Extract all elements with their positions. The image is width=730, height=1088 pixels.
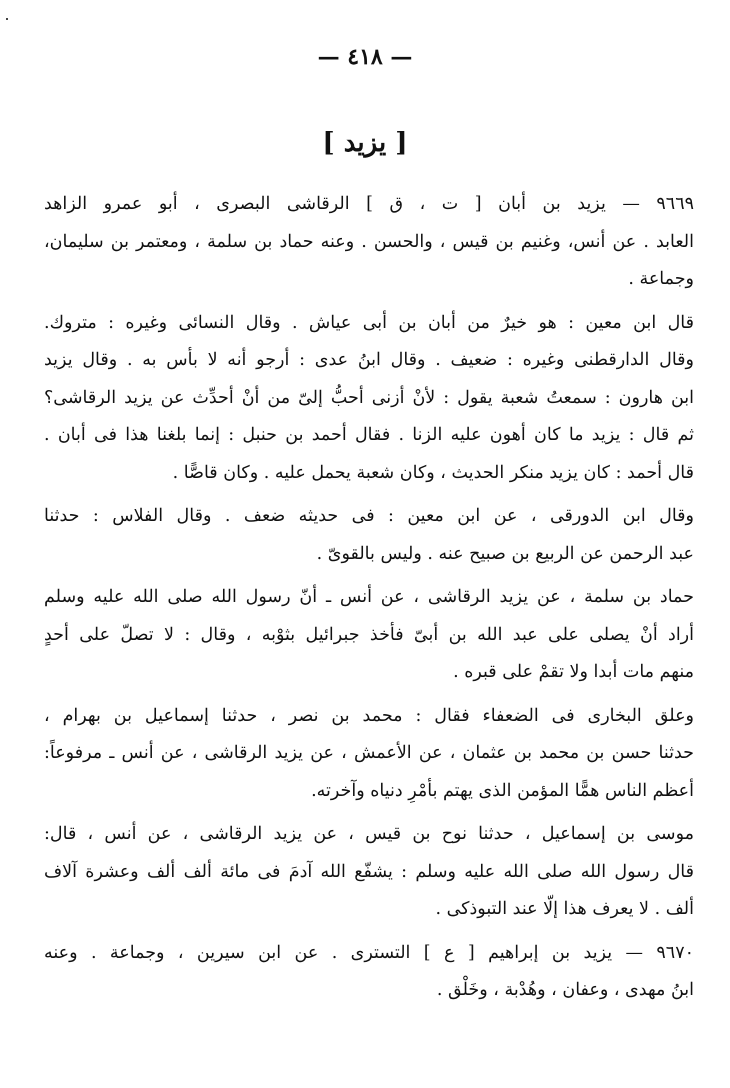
text-line: موسى بن إسماعيل ، حدثنا نوح بن قيس ، عن يزيد الرقاشى ، عن أنس ، قال: [44, 824, 694, 844]
text-line: قال أحمد : كان يزيد منكر الحديث ، وكان شعبة يحمل عليه . وكان قاصًّا . [172, 462, 694, 483]
page-number: — ٤١٨ — [317, 44, 413, 70]
text-line: ٩٦٧٠ — يزيد بن إبراهيم [ ع ] التسترى . عن ابن سيرين ، وجماعة . وعنه [44, 942, 694, 963]
paragraph-musa [44, 816, 694, 929]
body-text [44, 186, 694, 1016]
text-line: العابد . عن أنس، وغنيم بن قيس ، والحسن . وعنه حماد بن سلمة ، ومعتمر بن سليمان، [44, 231, 694, 252]
text-line: قال رسول الله صلى الله عليه وسلم : يشفّع الله آدمَ فى مائة ألف ألف وعشرة آلاف [44, 861, 694, 882]
text-line: وقال الدارقطنى وغيره : ضعيف . وقال ابنُ عدى : أرجو أنه لا بأس به . وقال يزيد [44, 350, 694, 370]
text-line: أعظم الناس همًّا المؤمن الذى يهتم بأمْرِ دنياه وآخرته. [311, 780, 694, 801]
text-line: ثم قال : يزيد ما كان أهون عليه الزنا . فقال أحمد بن حنبل : إنما بلغنا هذا فى أبان . [44, 425, 694, 445]
paragraph-hammad [44, 579, 694, 692]
section-title: [ يزيد ] [322, 128, 408, 158]
text-line: وقال ابن الدورقى ، عن ابن معين : فى حديثه ضعف . وقال الفلاس : حدثنا [44, 506, 694, 526]
text-line: ابن هارون : سمعتُ شعبة يقول : لأنْ أزنى أحبُّ إلىّ من أنْ أحدِّث عن يزيد الرقاشى؟ [44, 387, 694, 408]
text-line: عبد الرحمن عن الربيع بن صبيح عنه . وليس بالقوىّ . [316, 543, 694, 564]
entry-9669-header [44, 186, 694, 299]
entry-9670-header [44, 935, 694, 1010]
scan-speck [6, 18, 8, 20]
text-line: منهم مات أبدا ولا تقمْ على قبره . [453, 662, 694, 682]
text-line: قال ابن معين : هو خيرٌ من أبان بن أبى عياش . وقال النسائى وغيره : متروك. [44, 312, 694, 333]
text-line: ألف . لا يعرف هذا إلّا عند التبوذكى . [435, 899, 694, 919]
paragraph-criticism [44, 305, 694, 493]
paragraph-bukhari [44, 698, 694, 811]
text-line: أراد أنْ يصلى على عبد الله بن أبىّ فأخذ جبرائيل بثوْبه ، وقال : لا تصلّ على أحدٍ [44, 624, 694, 645]
text-line: ٩٦٦٩ — يزيد بن أبان [ ت ، ق ] الرقاشى البصرى ، أبو عمرو الزاهد [44, 194, 694, 214]
text-line: حماد بن سلمة ، عن يزيد الرقاشى ، عن أنس ـ أنّ رسول الله صلى الله عليه وسلم [44, 587, 694, 607]
paragraph-dawraqi [44, 498, 694, 573]
text-line: وجماعة . [628, 269, 694, 289]
text-line: ابنُ مهدى ، وعفان ، وهُدْبة ، وخَلْق . [436, 980, 694, 1000]
text-line: حدثنا حسن بن محمد بن عثمان ، عن الأعمش ، عن يزيد الرقاشى ، عن أنس ـ مرفوعاً: [44, 743, 694, 763]
text-line: وعلق البخارى فى الضعفاء فقال : محمد بن نصر ، حدثنا إسماعيل بن بهرام ، [44, 705, 694, 726]
